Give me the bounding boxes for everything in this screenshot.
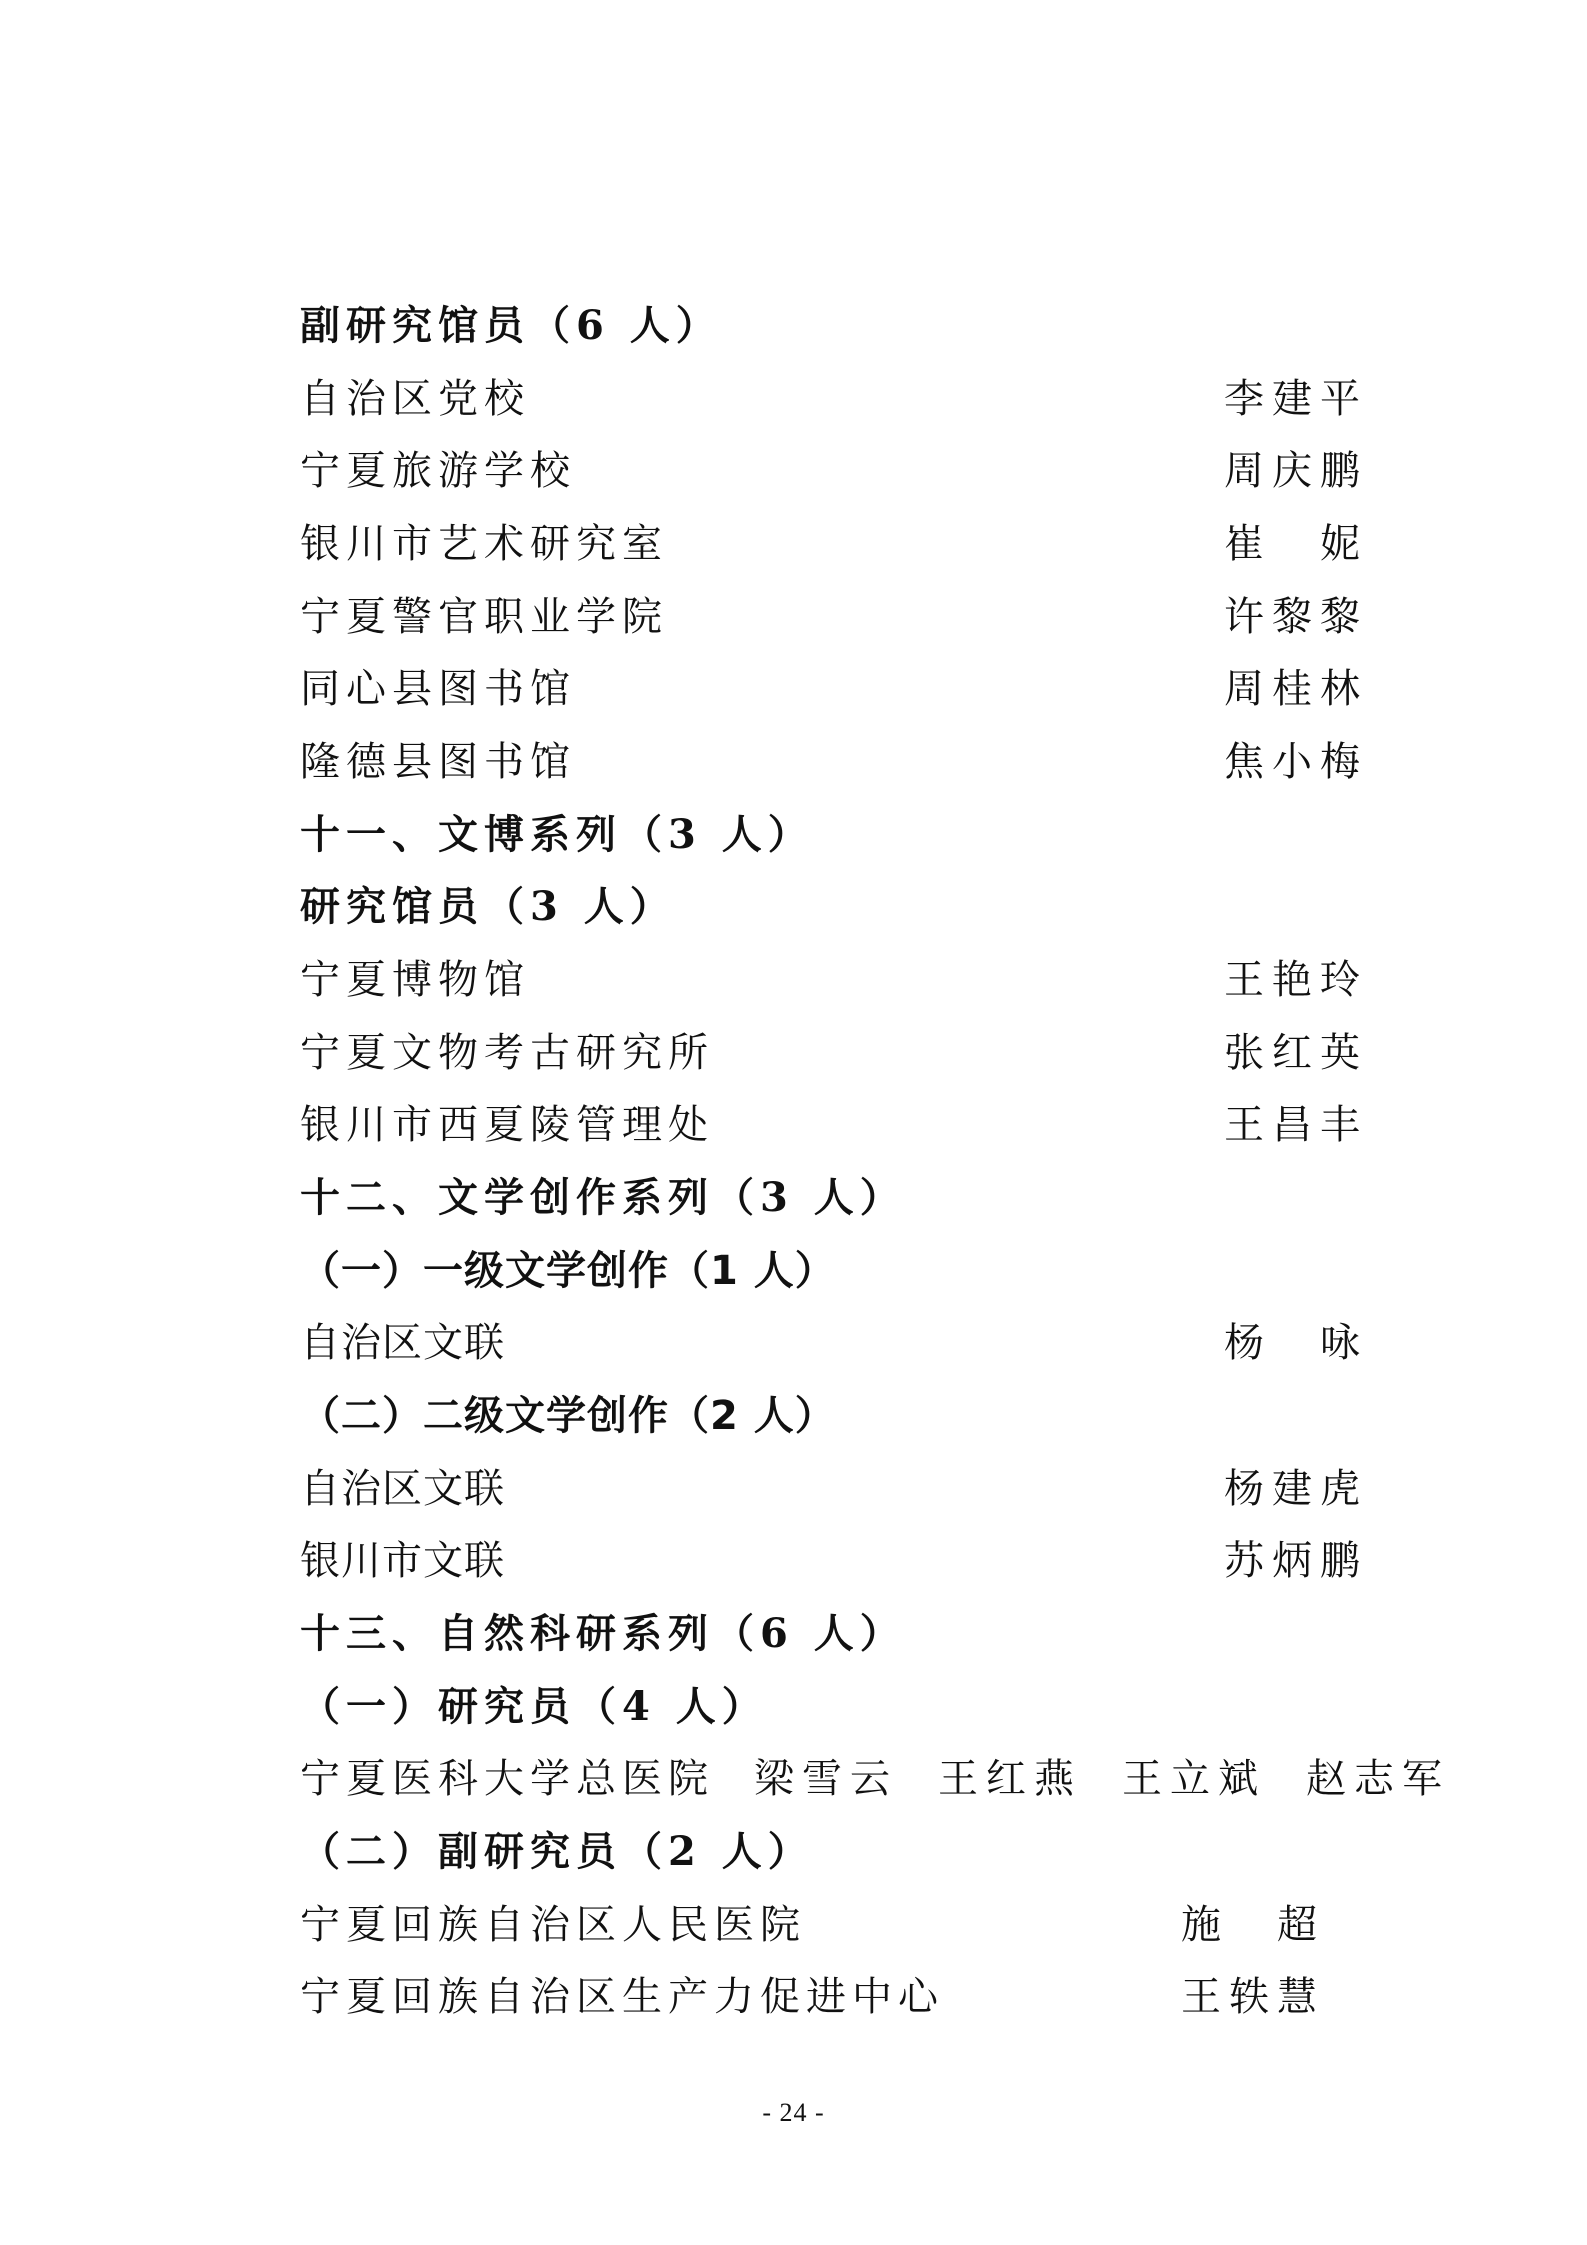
organization-name: 自治区文联 <box>300 1319 505 1366</box>
person-name: 杨建虎 <box>1224 1465 1368 1512</box>
subheading-text: （二）副研究员（2 人） <box>300 1827 814 1875</box>
section-heading-text: 十一、文博系列（3 人） <box>300 810 814 858</box>
organization-name: 银川市文联 <box>300 1537 505 1584</box>
list-item <box>300 1521 1368 1593</box>
list-item <box>300 577 1368 649</box>
organization-name: 宁夏博物馆 <box>300 956 530 1003</box>
list-item <box>300 1303 1368 1375</box>
organization-name: 同心县图书馆 <box>300 665 576 712</box>
subheading-research-librarian <box>300 867 1368 939</box>
list-item <box>300 722 1368 794</box>
person-name: 梁雪云 <box>754 1755 898 1802</box>
subheading-text: （二）二级文学创作（2 人） <box>300 1392 836 1439</box>
person-name: 王立斌 <box>1122 1755 1266 1802</box>
person-name: 李建平 <box>1224 375 1368 422</box>
person-name: 王昌丰 <box>1224 1101 1368 1148</box>
section-heading-natural-science-research <box>300 1594 1368 1666</box>
person-name: 王红燕 <box>938 1755 1082 1802</box>
organization-name: 宁夏回族自治区人民医院 <box>300 1901 806 1948</box>
list-item <box>300 1957 1325 2029</box>
section-heading-literary-creation <box>300 1158 1368 1230</box>
subheading-associate-researcher <box>300 1812 1368 1884</box>
person-name: 周桂林 <box>1224 665 1368 712</box>
list-item <box>300 1013 1368 1085</box>
subheading-text: （一）一级文学创作（1 人） <box>300 1247 836 1294</box>
section-heading-text: 十二、文学创作系列（3 人） <box>300 1173 906 1221</box>
subheading-text: 研究馆员（3 人） <box>300 882 676 930</box>
list-item-multi <box>300 1739 1450 1811</box>
organization-name: 隆德县图书馆 <box>300 738 576 785</box>
subheading-first-class-literary-creation <box>300 1231 1368 1303</box>
organization-name: 宁夏文物考古研究所 <box>300 1029 714 1076</box>
person-name: 苏炳鹏 <box>1224 1537 1368 1584</box>
organization-name: 自治区党校 <box>300 375 530 422</box>
organization-name: 宁夏回族自治区生产力促进中心 <box>300 1973 944 2020</box>
section-heading-cultural-relics <box>300 795 1368 867</box>
person-name: 施 超 <box>1181 1901 1325 1948</box>
subheading-researcher <box>300 1667 1368 1739</box>
list-item <box>300 1885 1325 1957</box>
person-name: 焦小梅 <box>1224 738 1368 785</box>
list-item <box>300 1449 1368 1521</box>
person-name: 赵志军 <box>1306 1755 1450 1802</box>
list-item <box>300 504 1368 576</box>
list-item <box>300 431 1368 503</box>
list-item <box>300 649 1368 721</box>
person-name: 张红英 <box>1224 1029 1368 1076</box>
list-item <box>300 940 1368 1012</box>
organization-name: 银川市艺术研究室 <box>300 520 668 567</box>
subheading-text: （一）研究员（4 人） <box>300 1682 768 1730</box>
person-name: 王轶慧 <box>1181 1973 1325 2020</box>
subheading-second-class-literary-creation <box>300 1376 1368 1448</box>
list-item <box>300 359 1368 431</box>
organization-name: 自治区文联 <box>300 1465 505 1512</box>
person-name: 王艳玲 <box>1224 956 1368 1003</box>
organization-name: 银川市西夏陵管理处 <box>300 1101 714 1148</box>
subheading-text: 副研究馆员（6 人） <box>300 301 722 349</box>
section-heading-text: 十三、自然科研系列（6 人） <box>300 1609 906 1657</box>
organization-name: 宁夏旅游学校 <box>300 447 576 494</box>
person-name: 许黎黎 <box>1224 593 1368 640</box>
page-number: - 24 - <box>762 2098 825 2127</box>
person-name: 周庆鹏 <box>1224 447 1368 494</box>
organization-name: 宁夏警官职业学院 <box>300 593 668 640</box>
list-item <box>300 1085 1368 1157</box>
subheading-deputy-research-librarian <box>300 286 1368 358</box>
person-name: 杨 咏 <box>1224 1319 1368 1366</box>
organization-name: 宁夏医科大学总医院 <box>300 1755 714 1802</box>
person-name: 崔 妮 <box>1224 520 1368 567</box>
